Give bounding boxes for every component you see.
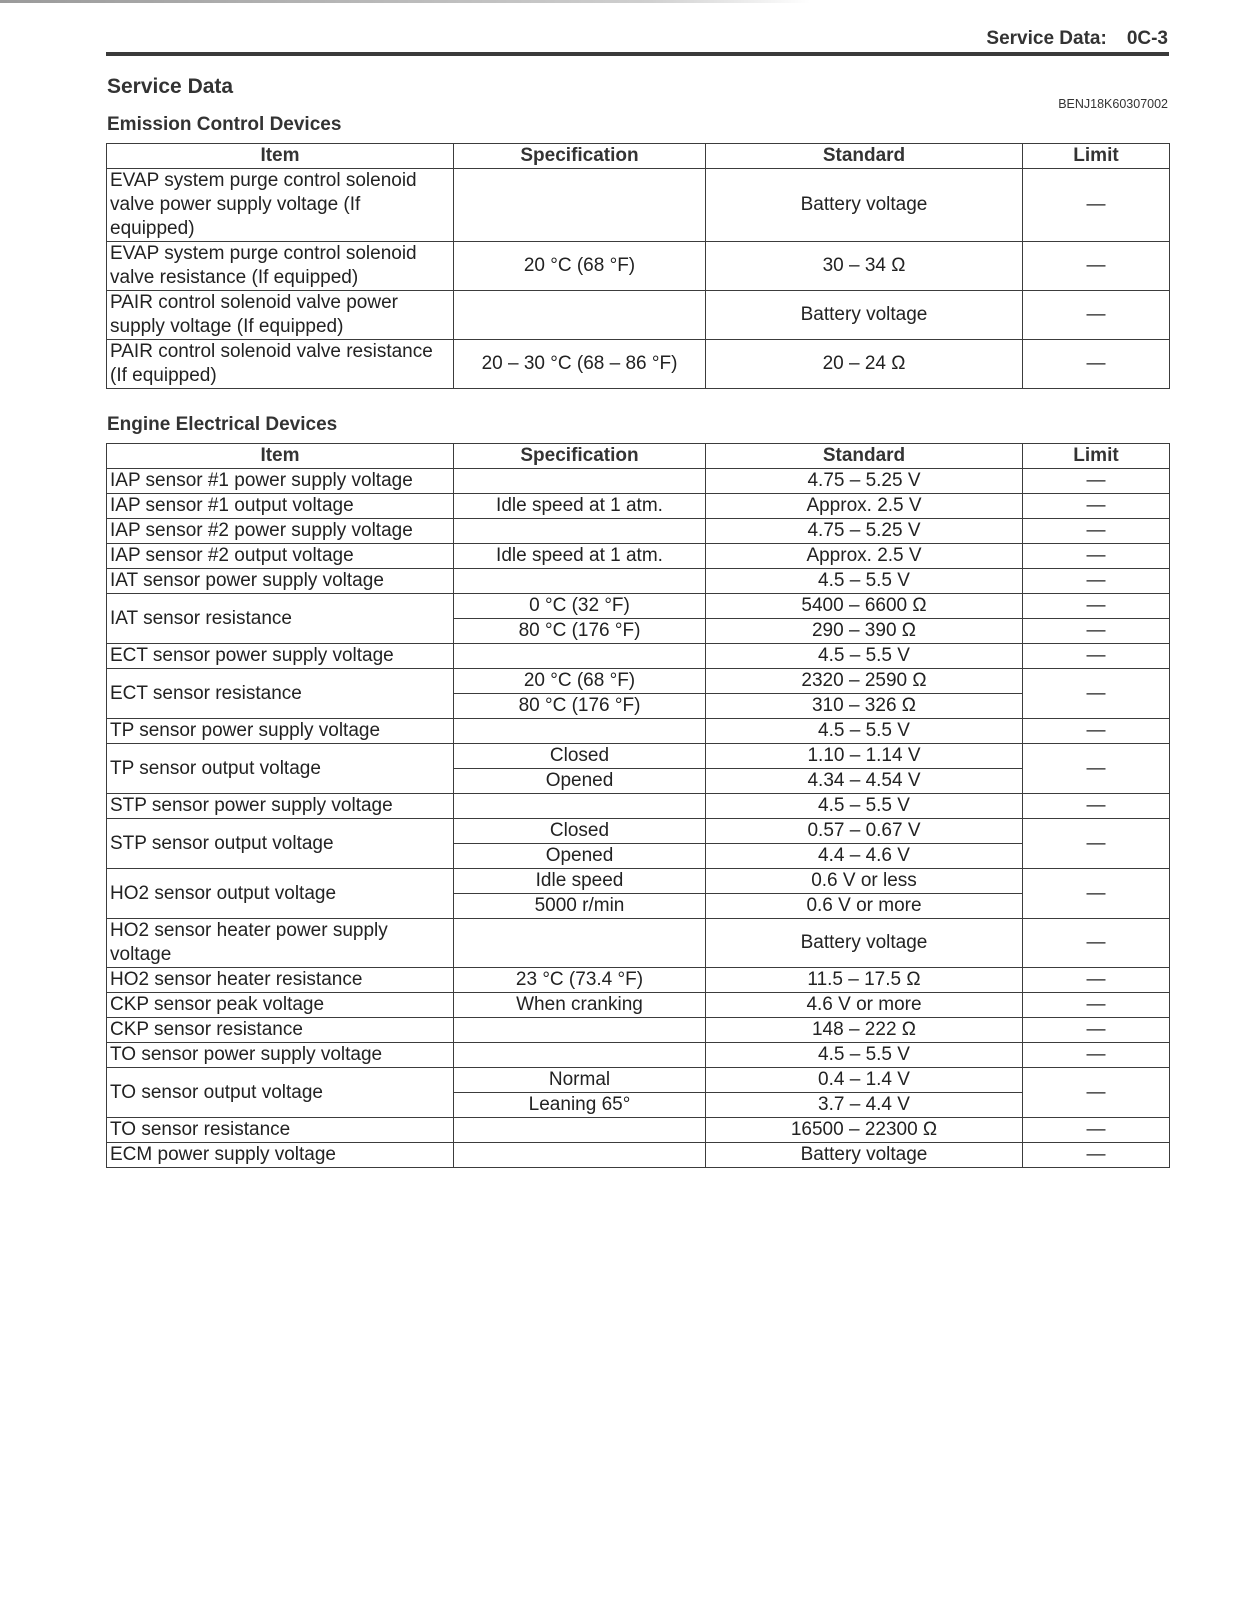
table-row bbox=[107, 919, 1170, 968]
limit-cell: — bbox=[1023, 1068, 1170, 1118]
standard-cell: 4.5 – 5.5 V bbox=[706, 644, 1023, 669]
limit-cell: — bbox=[1023, 340, 1170, 389]
standard-cell: 4.6 V or more bbox=[706, 993, 1023, 1018]
limit-cell: — bbox=[1023, 1118, 1170, 1143]
table-row bbox=[107, 519, 1170, 544]
standard-cell: Approx. 2.5 V bbox=[706, 544, 1023, 569]
item-cell: HO2 sensor heater resistance bbox=[107, 968, 454, 993]
table-row bbox=[107, 469, 1170, 494]
limit-cell: — bbox=[1023, 968, 1170, 993]
standard-cell: 4.34 – 4.54 V bbox=[706, 769, 1023, 794]
column-header: Specification bbox=[454, 444, 706, 469]
standard-cell: 11.5 – 17.5 Ω bbox=[706, 968, 1023, 993]
item-cell: PAIR control solenoid valve resistance (If equipped) bbox=[107, 340, 454, 389]
specification-cell: Opened bbox=[454, 769, 706, 794]
specification-cell: Normal bbox=[454, 1068, 706, 1093]
specification-cell: Closed bbox=[454, 744, 706, 769]
standard-cell: 3.7 – 4.4 V bbox=[706, 1093, 1023, 1118]
item-cell: EVAP system purge control solenoid valve power supply voltage (If equipped) bbox=[107, 169, 454, 242]
table-row bbox=[107, 644, 1170, 669]
limit-cell: — bbox=[1023, 291, 1170, 340]
page-number: 0C-3 bbox=[1126, 28, 1168, 49]
limit-cell: — bbox=[1023, 719, 1170, 744]
specification-cell bbox=[454, 1118, 706, 1143]
table-row bbox=[107, 993, 1170, 1018]
standard-cell: 0.57 – 0.67 V bbox=[706, 819, 1023, 844]
table-row bbox=[107, 1118, 1170, 1143]
specification-cell: When cranking bbox=[454, 993, 706, 1018]
specification-cell: 80 °C (176 °F) bbox=[454, 694, 706, 719]
limit-cell: — bbox=[1023, 242, 1170, 291]
item-cell: ECT sensor power supply voltage bbox=[107, 644, 454, 669]
item-cell: HO2 sensor output voltage bbox=[107, 869, 454, 919]
specification-cell bbox=[454, 644, 706, 669]
table-row bbox=[107, 594, 1170, 619]
limit-cell: — bbox=[1023, 744, 1170, 794]
limit-cell: — bbox=[1023, 1018, 1170, 1043]
specification-cell: Idle speed at 1 atm. bbox=[454, 494, 706, 519]
item-cell: ECM power supply voltage bbox=[107, 1143, 454, 1168]
page-title: Service Data bbox=[107, 75, 234, 98]
item-cell: IAT sensor resistance bbox=[107, 594, 454, 644]
specification-cell bbox=[454, 919, 706, 968]
specification-cell bbox=[454, 519, 706, 544]
item-cell: HO2 sensor heater power supply voltage bbox=[107, 919, 454, 968]
limit-cell: — bbox=[1023, 594, 1170, 619]
specification-cell: Idle speed at 1 atm. bbox=[454, 544, 706, 569]
limit-cell: — bbox=[1023, 494, 1170, 519]
specification-cell bbox=[454, 469, 706, 494]
running-header bbox=[986, 28, 1168, 50]
limit-cell: — bbox=[1023, 169, 1170, 242]
emission-heading: Emission Control Devices bbox=[107, 114, 342, 135]
engine-table bbox=[106, 443, 1170, 1168]
item-cell: TO sensor power supply voltage bbox=[107, 1043, 454, 1068]
standard-cell: Battery voltage bbox=[706, 291, 1023, 340]
specification-cell bbox=[454, 794, 706, 819]
limit-cell: — bbox=[1023, 794, 1170, 819]
item-cell: EVAP system purge control solenoid valve resistance (If equipped) bbox=[107, 242, 454, 291]
standard-cell: 2320 – 2590 Ω bbox=[706, 669, 1023, 694]
standard-cell: 30 – 34 Ω bbox=[706, 242, 1023, 291]
table-row bbox=[107, 819, 1170, 844]
header-section-label: Service Data: bbox=[986, 28, 1107, 49]
specification-cell bbox=[454, 169, 706, 242]
table-row bbox=[107, 169, 1170, 242]
standard-cell: 0.6 V or more bbox=[706, 894, 1023, 919]
column-header: Standard bbox=[706, 144, 1023, 169]
standard-cell: 0.6 V or less bbox=[706, 869, 1023, 894]
standard-cell: 4.75 – 5.25 V bbox=[706, 519, 1023, 544]
item-cell: ECT sensor resistance bbox=[107, 669, 454, 719]
specification-cell: 80 °C (176 °F) bbox=[454, 619, 706, 644]
standard-cell: 290 – 390 Ω bbox=[706, 619, 1023, 644]
item-cell: IAT sensor power supply voltage bbox=[107, 569, 454, 594]
item-cell: IAP sensor #1 power supply voltage bbox=[107, 469, 454, 494]
specification-cell bbox=[454, 1143, 706, 1168]
column-header: Specification bbox=[454, 144, 706, 169]
document-code: BENJ18K60307002 bbox=[1058, 97, 1168, 111]
specification-cell: Idle speed bbox=[454, 869, 706, 894]
standard-cell: 4.5 – 5.5 V bbox=[706, 719, 1023, 744]
standard-cell: Battery voltage bbox=[706, 919, 1023, 968]
specification-cell: Leaning 65° bbox=[454, 1093, 706, 1118]
item-cell: STP sensor output voltage bbox=[107, 819, 454, 869]
header-rule bbox=[106, 52, 1169, 56]
specification-cell: 5000 r/min bbox=[454, 894, 706, 919]
scan-edge bbox=[0, 0, 810, 3]
table-row bbox=[107, 669, 1170, 694]
limit-cell: — bbox=[1023, 469, 1170, 494]
table-row bbox=[107, 719, 1170, 744]
limit-cell: — bbox=[1023, 869, 1170, 919]
limit-cell: — bbox=[1023, 544, 1170, 569]
specification-cell: Closed bbox=[454, 819, 706, 844]
table-row bbox=[107, 1143, 1170, 1168]
specification-cell: 20 – 30 °C (68 – 86 °F) bbox=[454, 340, 706, 389]
limit-cell: — bbox=[1023, 819, 1170, 869]
specification-cell: 20 °C (68 °F) bbox=[454, 669, 706, 694]
item-cell: TP sensor power supply voltage bbox=[107, 719, 454, 744]
standard-cell: 1.10 – 1.14 V bbox=[706, 744, 1023, 769]
table-row bbox=[107, 1043, 1170, 1068]
limit-cell: — bbox=[1023, 1043, 1170, 1068]
standard-cell: 16500 – 22300 Ω bbox=[706, 1118, 1023, 1143]
limit-cell: — bbox=[1023, 919, 1170, 968]
specification-cell: Opened bbox=[454, 844, 706, 869]
standard-cell: Battery voltage bbox=[706, 169, 1023, 242]
item-cell: IAP sensor #2 output voltage bbox=[107, 544, 454, 569]
standard-cell: 4.5 – 5.5 V bbox=[706, 794, 1023, 819]
specification-cell bbox=[454, 291, 706, 340]
specification-cell: 20 °C (68 °F) bbox=[454, 242, 706, 291]
standard-cell: 20 – 24 Ω bbox=[706, 340, 1023, 389]
limit-cell: — bbox=[1023, 519, 1170, 544]
item-cell: CKP sensor resistance bbox=[107, 1018, 454, 1043]
standard-cell: 4.5 – 5.5 V bbox=[706, 569, 1023, 594]
engine-heading: Engine Electrical Devices bbox=[107, 414, 338, 435]
limit-cell: — bbox=[1023, 669, 1170, 719]
standard-cell: Approx. 2.5 V bbox=[706, 494, 1023, 519]
table-header-row bbox=[107, 444, 1170, 469]
table-row bbox=[107, 744, 1170, 769]
standard-cell: 310 – 326 Ω bbox=[706, 694, 1023, 719]
table-row bbox=[107, 494, 1170, 519]
item-cell: IAP sensor #1 output voltage bbox=[107, 494, 454, 519]
item-cell: TP sensor output voltage bbox=[107, 744, 454, 794]
table-row bbox=[107, 968, 1170, 993]
standard-cell: 0.4 – 1.4 V bbox=[706, 1068, 1023, 1093]
table-row bbox=[107, 569, 1170, 594]
standard-cell: 4.4 – 4.6 V bbox=[706, 844, 1023, 869]
table-row bbox=[107, 1068, 1170, 1093]
specification-cell: 0 °C (32 °F) bbox=[454, 594, 706, 619]
item-cell: IAP sensor #2 power supply voltage bbox=[107, 519, 454, 544]
specification-cell bbox=[454, 719, 706, 744]
standard-cell: 5400 – 6600 Ω bbox=[706, 594, 1023, 619]
limit-cell: — bbox=[1023, 1143, 1170, 1168]
column-header: Item bbox=[107, 444, 454, 469]
item-cell: CKP sensor peak voltage bbox=[107, 993, 454, 1018]
limit-cell: — bbox=[1023, 993, 1170, 1018]
column-header: Limit bbox=[1023, 444, 1170, 469]
item-cell: STP sensor power supply voltage bbox=[107, 794, 454, 819]
item-cell: PAIR control solenoid valve power supply voltage (If equipped) bbox=[107, 291, 454, 340]
emission-table bbox=[106, 143, 1170, 389]
item-cell: TO sensor resistance bbox=[107, 1118, 454, 1143]
table-row bbox=[107, 340, 1170, 389]
table-row bbox=[107, 291, 1170, 340]
limit-cell: — bbox=[1023, 644, 1170, 669]
specification-cell bbox=[454, 1018, 706, 1043]
specification-cell: 23 °C (73.4 °F) bbox=[454, 968, 706, 993]
column-header: Standard bbox=[706, 444, 1023, 469]
table-row bbox=[107, 794, 1170, 819]
table-row bbox=[107, 1018, 1170, 1043]
standard-cell: Battery voltage bbox=[706, 1143, 1023, 1168]
column-header: Item bbox=[107, 144, 454, 169]
standard-cell: 4.5 – 5.5 V bbox=[706, 1043, 1023, 1068]
table-row bbox=[107, 242, 1170, 291]
specification-cell bbox=[454, 1043, 706, 1068]
limit-cell: — bbox=[1023, 569, 1170, 594]
table-row bbox=[107, 544, 1170, 569]
table-row bbox=[107, 869, 1170, 894]
column-header: Limit bbox=[1023, 144, 1170, 169]
table-header-row bbox=[107, 144, 1170, 169]
limit-cell: — bbox=[1023, 619, 1170, 644]
standard-cell: 4.75 – 5.25 V bbox=[706, 469, 1023, 494]
standard-cell: 148 – 222 Ω bbox=[706, 1018, 1023, 1043]
item-cell: TO sensor output voltage bbox=[107, 1068, 454, 1118]
specification-cell bbox=[454, 569, 706, 594]
